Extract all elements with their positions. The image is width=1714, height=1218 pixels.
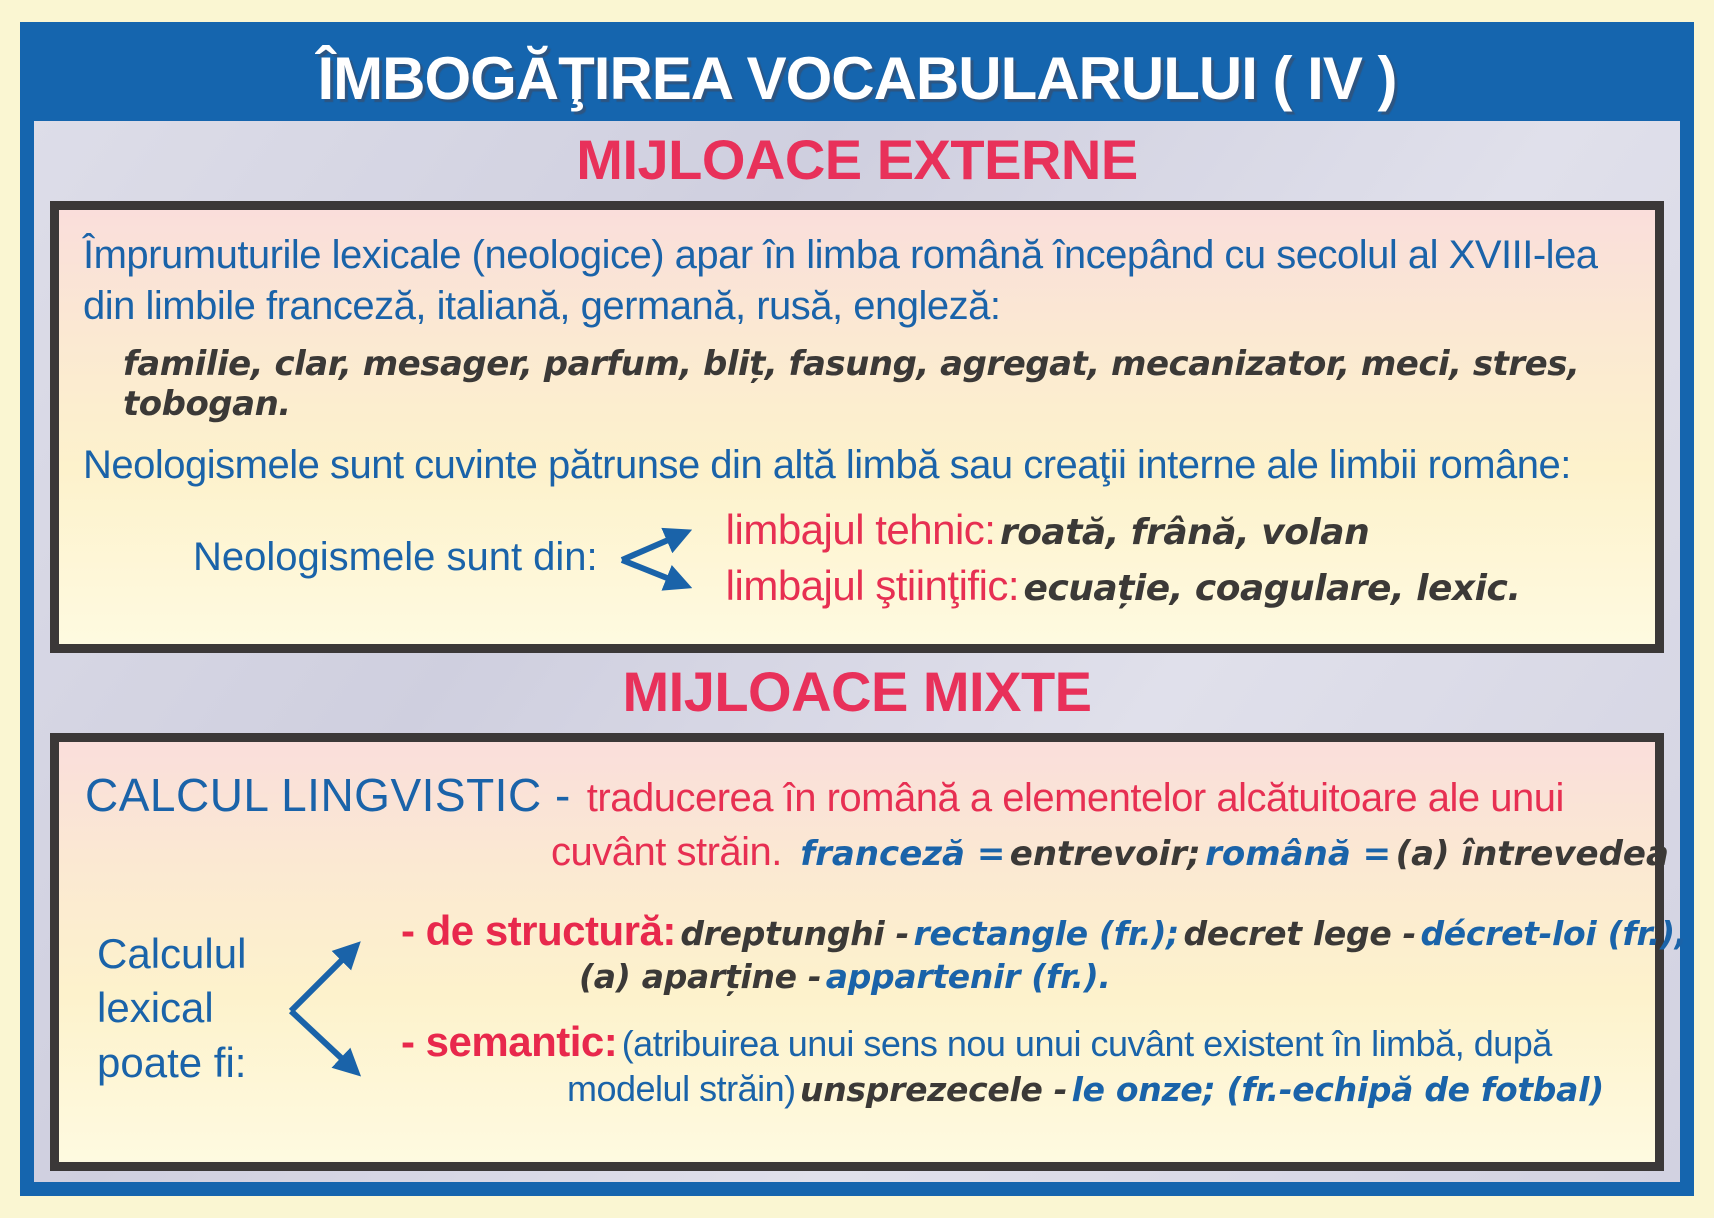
branch-semantic-line-1 — [401, 1018, 1633, 1066]
mixte-diagram-label-line3: poate fi: — [97, 1038, 247, 1086]
structura-pair3-translation: appartenir (fr.). — [825, 957, 1111, 996]
branch-tehnic-examples: roată, frână, volan — [999, 511, 1370, 553]
branch-stiintific-examples: ecuație, coagulare, lexic. — [1023, 567, 1521, 609]
branch-structura-line-1 — [401, 907, 1687, 955]
mixte-diagram-label — [97, 927, 277, 1091]
branch-tehnic — [726, 506, 1521, 554]
branch-stiintific — [726, 562, 1521, 610]
calc-french-value: entrevoir; — [1009, 834, 1201, 874]
fork-arrows-icon — [614, 514, 710, 602]
semantic-note-line-2: modelul străin) — [567, 1068, 796, 1109]
calc-romanian-value: (a) întrevedea — [1395, 834, 1669, 874]
branch-structura-line-2 — [579, 957, 1633, 996]
poster-frame — [20, 22, 1694, 1196]
calc-definition-part-1: traducerea în română a elementelor alcătuitoare ale unui — [586, 776, 1564, 820]
externe-paragraph-1: Împrumuturile lexicale (neologice) apar în limba română începând cu secolul al XVIII-lea din limbile franceză, italiană, germană, rusă, engleză: — [83, 233, 1598, 329]
structura-pair2-source: decret lege - — [1183, 914, 1416, 953]
externe-diagram-label: Neologismele sunt din: — [193, 535, 598, 580]
semantic-pair-source: unsprezecele - — [800, 1070, 1068, 1109]
page-title: ÎMBOGĂŢIREA VOCABULARULUI ( IV ) — [317, 44, 1397, 112]
externe-diagram — [193, 506, 1633, 610]
fork-arrows-icon — [283, 919, 387, 1099]
externe-paragraph-2: Neologismele sunt cuvinte pătrunse din altă limbă sau creaţii interne ale limbii române: — [83, 443, 1571, 488]
structura-pair2-translation: décret-loi (fr.), — [1420, 914, 1687, 953]
externe-examples: familie, clar, mesager, parfum, bliț, fasung, agregat, mecanizator, meci, stres, tobogan. — [123, 344, 1580, 425]
mixte-branches — [401, 905, 1687, 1112]
externe-box — [50, 201, 1664, 653]
calc-definition-line-2 — [551, 830, 1669, 875]
structura-pair3-source: (a) aparține - — [579, 957, 822, 996]
mixte-box — [50, 733, 1687, 1171]
semantic-pair-translation: le onze; (fr.-echipă de fotbal) — [1071, 1070, 1604, 1109]
semantic-note-line-1: (atribuirea unui sens nou unui cuvânt existent în limbă, după — [621, 1023, 1552, 1064]
mixte-diagram — [97, 905, 1687, 1112]
calc-definition-part-2: cuvânt străin. — [551, 830, 782, 874]
branch-semantic-term: - semantic: — [401, 1018, 618, 1065]
structura-pair1-translation: rectangle (fr.); — [913, 914, 1180, 953]
section-externe-heading: MIJLOACE EXTERNE — [576, 128, 1138, 191]
branch-structura-term: - de structură: — [401, 907, 676, 954]
branch-stiintific-term: limbajul ştiinţific: — [725, 561, 1020, 609]
externe-branches — [726, 506, 1521, 610]
branch-semantic-line-2 — [567, 1068, 1633, 1110]
calc-definition-line-1 — [85, 768, 1633, 822]
section-mixte-heading: MIJLOACE MIXTE — [622, 660, 1092, 723]
calc-french-label: franceză = — [800, 834, 1006, 874]
structura-pair1-source: dreptunghi - — [680, 914, 910, 953]
calc-romanian-label: română = — [1205, 834, 1392, 874]
mixte-diagram-label-line1: Calculul — [97, 929, 247, 977]
branch-tehnic-term: limbajul tehnic: — [725, 505, 996, 553]
calc-term: CALCUL LINGVISTIC - — [85, 769, 571, 821]
mixte-diagram-label-line2: lexical — [97, 984, 214, 1032]
page-header — [33, 35, 1681, 121]
